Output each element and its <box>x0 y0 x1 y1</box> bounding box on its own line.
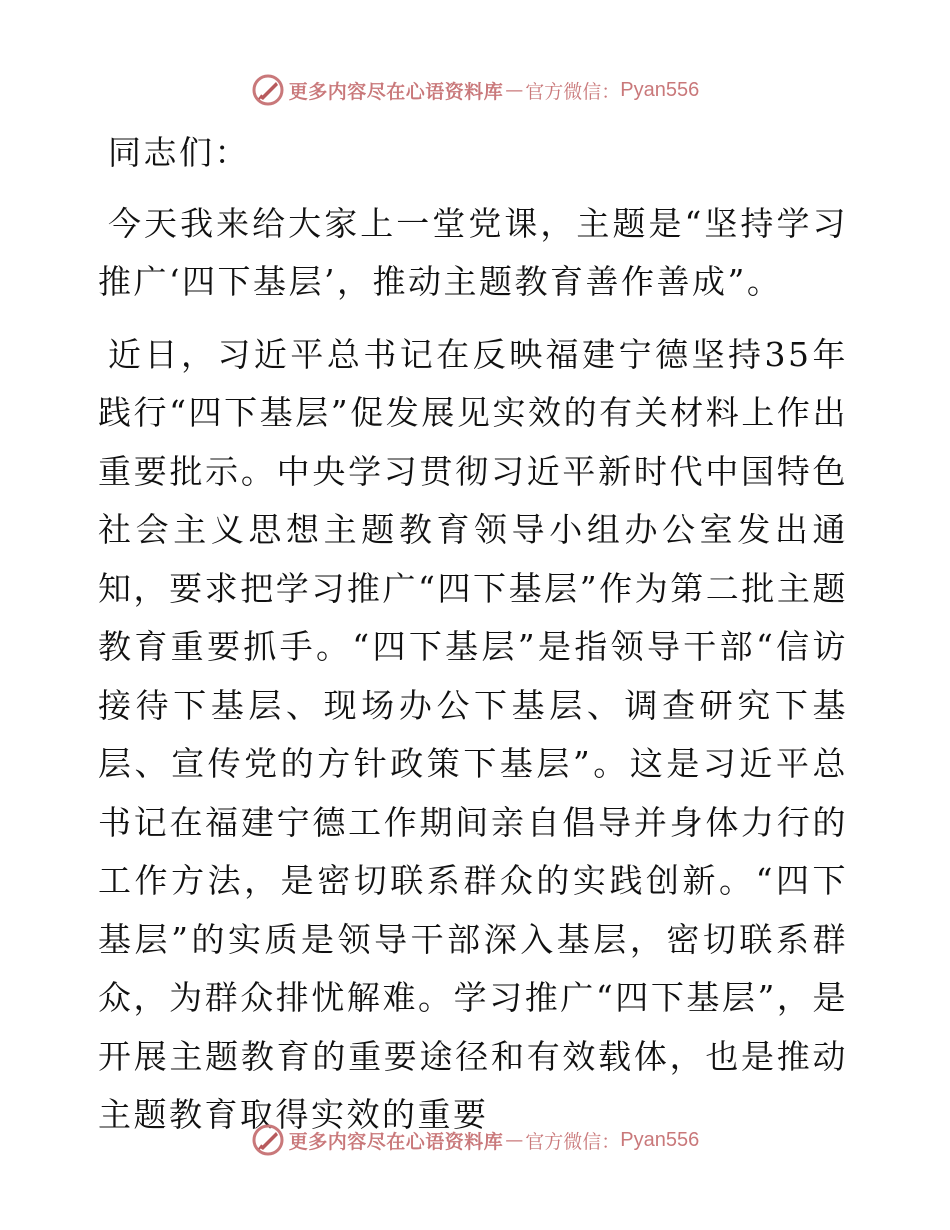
watermark-wechat-id: Pyan556 <box>620 1128 700 1151</box>
header-watermark <box>0 70 950 110</box>
watermark-official-label: 官方微信： <box>525 1130 621 1153</box>
quill-logo-icon <box>251 73 285 107</box>
document-body <box>98 124 848 1145</box>
topic-paragraph: 今天我来给大家上一堂党课，主题是“坚持学习推广‘四下基层’，推动主题教育善作善成”。 <box>98 203 848 301</box>
watermark-separator: — <box>505 79 524 101</box>
footer-watermark <box>0 1120 950 1160</box>
quill-logo-icon <box>251 1123 285 1157</box>
watermark-text: 更多内容尽在心语资料库 <box>288 80 504 103</box>
watermark-text: 更多内容尽在心语资料库 <box>288 1130 504 1153</box>
watermark-wechat-id: Pyan556 <box>620 78 700 101</box>
greeting: 同志们： <box>108 133 250 172</box>
watermark-separator: — <box>505 1129 524 1151</box>
watermark-official-label: 官方微信： <box>525 80 621 103</box>
body-paragraph: 近日，习近平总书记在反映福建宁德坚持35年践行“四下基层”促发展见实效的有关材料上作出重要批示。中央学习贯彻习近平新时代中国特色社会主义思想主题教育领导小组办公室发出通知，要求把学习推广“四下基层”作为第二批主题教育重要抓手。“四下基层”是指领导干部“信访接待下基层、现场办公下基层、调查研究下基层、宣传党的方针政策下基层”。这是习近平总书记在福建宁德工作期间亲自倡导并身体力行的工作方法，是密切联系群众的实践创新。“四下基层”的实质是领导干部深入基层，密切联系群众，为群众排忧解难。学习推广“四下基层”，是开展主题教育的重要途径和有效载体，也是推动主题教育取得实效的重要 <box>98 334 848 1134</box>
